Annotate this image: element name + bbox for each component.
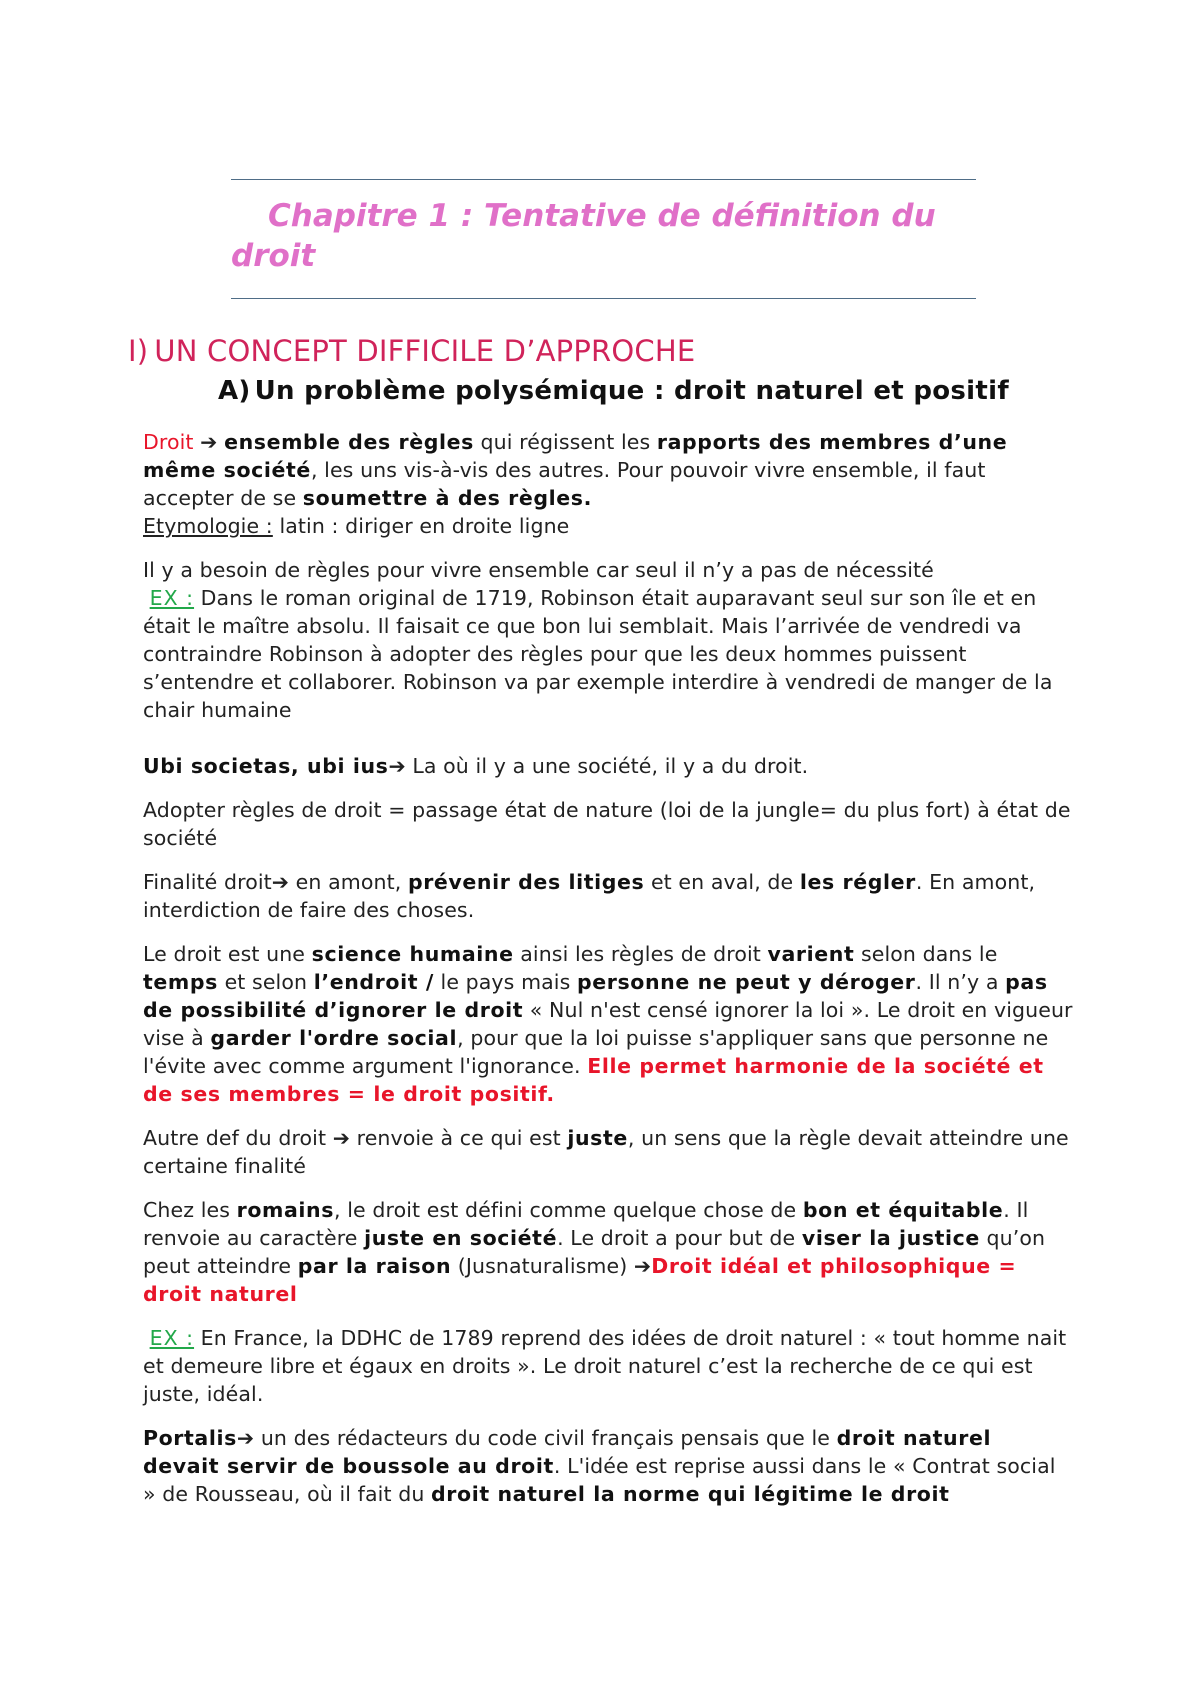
- etymology-label: Etymologie :: [143, 514, 273, 538]
- text: un des rédacteurs du code civil français pensais que le: [254, 1426, 837, 1450]
- paragraph-autre-def: [143, 1124, 1073, 1180]
- text: Autre def du droit: [143, 1126, 333, 1150]
- subsection-heading: [218, 376, 1009, 406]
- text: qui régissent les: [473, 430, 657, 454]
- text: en amont,: [289, 870, 408, 894]
- paragraph-science-humaine: [143, 940, 1073, 1108]
- bold-text: romains: [236, 1198, 335, 1222]
- text: Le droit est une: [143, 942, 312, 966]
- chapter-title: Chapitre 1 : Tentative de définition du droit: [231, 198, 936, 274]
- term-droit: Droit: [143, 430, 194, 454]
- text: En France, la DDHC de 1789 reprend des idées de droit naturel : « tout homme nait et demeure libre et égaux en droits ». Le droit naturel c’est la recherche de ce qui est juste, idéal.: [143, 1326, 1067, 1406]
- example-label: EX :: [149, 1326, 195, 1350]
- paragraph-ddhc: [143, 1324, 1073, 1408]
- text: . Le droit a pour but de: [557, 1226, 802, 1250]
- example-label: EX :: [149, 586, 195, 610]
- bold-text: bon et équitable: [802, 1198, 1004, 1222]
- text: Dans le roman original de 1719, Robinson était auparavant seul sur son île et en était le maître absolu. Il faisait ce que bon lui semblait. Mais l’arrivée de vendredi va contraindre Robinson à adopter des règles pour que les deux hommes puissent s’entendre et collaborer. Robinson va par exemple interdire à vendredi de manger de la chair humaine: [143, 586, 1053, 722]
- highlight-text: Droit idéal et philosophique = droit naturel: [143, 1254, 1017, 1306]
- bold-text: temps: [143, 970, 218, 994]
- bold-text: science humaine: [311, 942, 514, 966]
- text: . Il n’y a: [915, 970, 1006, 994]
- text: Il y a besoin de règles pour vivre ensemble car seul il n’y a pas de nécessité: [143, 558, 934, 582]
- bold-text: pas de possibilité d’ignorer le droit: [143, 970, 1048, 1022]
- paragraph-adopter: Adopter règles de droit = passage état de nature (loi de la jungle= du plus fort) à état de société: [143, 798, 1071, 850]
- text: et en aval, de: [644, 870, 800, 894]
- paragraph-ubi-societas: [143, 752, 1073, 780]
- text: et selon: [217, 970, 314, 994]
- paragraph-robinson: [143, 556, 1073, 724]
- text: , pour que la loi puisse s'appliquer sans que personne ne l'évite avec comme argument l'ignorance.: [143, 1026, 1049, 1078]
- text: . L'idée est reprise aussi dans le « Contrat social » de Rousseau, où il fait du: [143, 1454, 1056, 1506]
- bold-text: par la raison: [297, 1254, 452, 1278]
- bold-text: prévenir des litiges: [407, 870, 645, 894]
- text: . Il renvoie au caractère: [143, 1198, 1029, 1250]
- highlight-text: Elle permet harmonie de la société et de ses membres = le droit positif.: [143, 1054, 1044, 1106]
- bold-text: ensemble des règles: [224, 430, 474, 454]
- arrow-icon: ➔: [332, 1126, 351, 1150]
- arrow-icon: ➔: [236, 1426, 255, 1450]
- bold-text: soumettre à des règles.: [302, 486, 592, 510]
- text: ainsi les règles de droit: [513, 942, 768, 966]
- bold-text: viser la justice: [801, 1226, 980, 1250]
- text: , les uns vis-à-vis des autres. Pour pouvoir vivre ensemble, il faut accepter de se: [143, 458, 986, 510]
- text: . En amont, interdiction de faire des choses.: [143, 870, 1036, 922]
- text: , un sens que la règle devait atteindre une certaine finalité: [143, 1126, 1069, 1178]
- bold-text: garder l'ordre social: [210, 1026, 458, 1050]
- text: qu’on peut atteindre: [143, 1226, 1046, 1278]
- bold-text: varient: [767, 942, 855, 966]
- text: le pays mais: [433, 970, 577, 994]
- document-body: [143, 428, 1073, 1524]
- bold-text: Ubi societas, ubi ius: [143, 754, 389, 778]
- text: Chez les: [143, 1198, 237, 1222]
- bold-text: droit naturel devait servir de boussole au droit: [143, 1426, 992, 1478]
- arrow-icon: ➔: [388, 754, 406, 778]
- subsection-title: Un problème polysémique : droit naturel et positif: [254, 376, 1009, 406]
- paragraph-romains: [143, 1196, 1073, 1308]
- bold-text: personne ne peut y déroger: [577, 970, 916, 994]
- bold-text: rapports des membres d’une même société: [143, 430, 1008, 482]
- bold-text: les régler: [799, 870, 916, 894]
- arrow-icon: ➔: [633, 1254, 652, 1278]
- bold-text: juste en société: [364, 1226, 558, 1250]
- section-heading: [128, 334, 695, 368]
- title-rule-top: [231, 179, 976, 180]
- text: Finalité droit: [143, 870, 272, 894]
- bold-text: Portalis: [143, 1426, 237, 1450]
- subsection-number: A): [218, 376, 251, 406]
- text: , le droit est défini comme quelque chose de: [334, 1198, 803, 1222]
- paragraph-finalite: [143, 868, 1073, 924]
- text: selon dans le: [854, 942, 998, 966]
- bold-text: juste: [567, 1126, 628, 1150]
- paragraph-portalis: [143, 1424, 1073, 1508]
- bold-text: droit naturel la norme qui légitime le droit: [431, 1482, 950, 1506]
- bold-text: l’endroit /: [313, 970, 434, 994]
- etymology-text: latin : diriger en droite ligne: [272, 514, 570, 538]
- arrow-icon: ➔: [271, 870, 290, 894]
- section-number: I): [128, 334, 149, 368]
- text: (Jusnaturalisme): [451, 1254, 634, 1278]
- arrow-icon: ➔: [200, 430, 218, 454]
- text: « Nul n'est censé ignorer la loi ». Le droit en vigueur vise à: [143, 998, 1073, 1050]
- title-rule-bottom: [231, 298, 976, 299]
- text: renvoie à ce qui est: [350, 1126, 568, 1150]
- text: La où il y a une société, il y a du droit.: [405, 754, 809, 778]
- section-title: UN CONCEPT DIFFICILE D’APPROCHE: [154, 334, 696, 368]
- paragraph-definition: [143, 428, 1073, 540]
